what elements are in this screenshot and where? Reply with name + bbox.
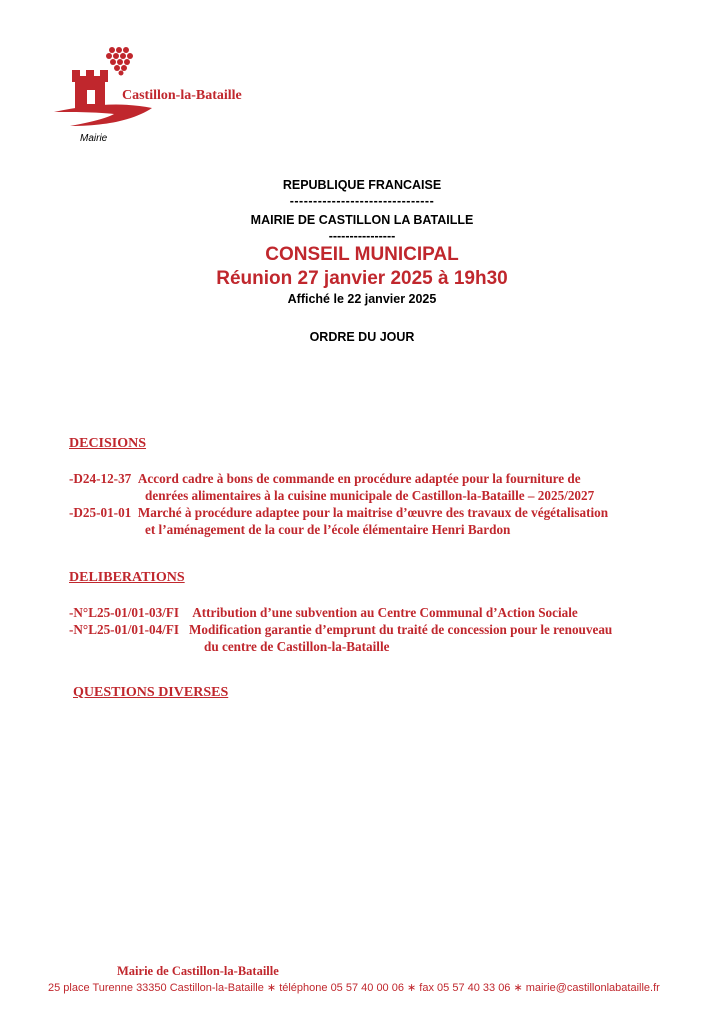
footer-title: Mairie de Castillon-la-Bataille: [117, 964, 279, 978]
logo-mairie-label: Mairie: [80, 133, 108, 144]
decision-text: et l’aménagement de la cour de l’école élémentaire Henri Bardon: [145, 522, 511, 537]
decision-text: denrées alimentaires à la cuisine municipale de Castillon-la-Bataille – 2025/2027: [145, 488, 595, 503]
footer-address: 25 place Turenne 33350 Castillon-la-Bataille ∗ téléphone 05 57 40 00 06 ∗ fax 05 57 40 33 06 ∗ mairie@castillonlabataille.fr: [48, 982, 660, 994]
decision-text: Accord cadre à bons de commande en procédure adaptée pour la fourniture de: [137, 471, 581, 486]
deliberation-text: Attribution d’une subvention au Centre Communal d’Action Sociale: [192, 605, 578, 620]
divider-line: ----------------: [328, 229, 396, 243]
deliberations-heading: DELIBERATIONS: [69, 570, 185, 585]
decisions-heading: DECISIONS: [69, 436, 147, 451]
conseil-title: CONSEIL MUNICIPAL: [265, 244, 459, 265]
questions-heading: QUESTIONS DIVERSES: [73, 685, 229, 700]
list-item: [69, 504, 674, 538]
republic-heading: REPUBLIQUE FRANCAISE: [282, 178, 442, 192]
divider-line: -------------------------------: [289, 194, 435, 208]
list-item: [69, 470, 674, 504]
deliberation-ref: -N°L25-01/01-04/FI: [69, 622, 180, 637]
decision-text: Marché à procédure adaptee pour la maitrise d’œuvre des travaux de végétalisation: [137, 505, 609, 520]
deliberation-text: du centre de Castillon-la-Bataille: [204, 639, 390, 654]
list-item: [69, 621, 674, 655]
decision-ref: -D24-12-37: [69, 471, 132, 486]
deliberation-text: Modification garantie d’emprunt du traité de concession pour le renouveau: [188, 622, 613, 637]
decision-ref: -D25-01-01: [69, 505, 132, 520]
list-item: [69, 604, 674, 621]
posted-date: Affiché le 22 janvier 2025: [287, 292, 437, 306]
mairie-heading: MAIRIE DE CASTILLON LA BATAILLE: [250, 213, 474, 227]
agenda-heading: ORDRE DU JOUR: [309, 330, 415, 344]
deliberation-ref: -N°L25-01/01-03/FI: [69, 605, 180, 620]
reunion-date: Réunion 27 janvier 2025 à 19h30: [216, 268, 508, 289]
logo-town-name: Castillon-la-Bataille: [122, 88, 242, 103]
